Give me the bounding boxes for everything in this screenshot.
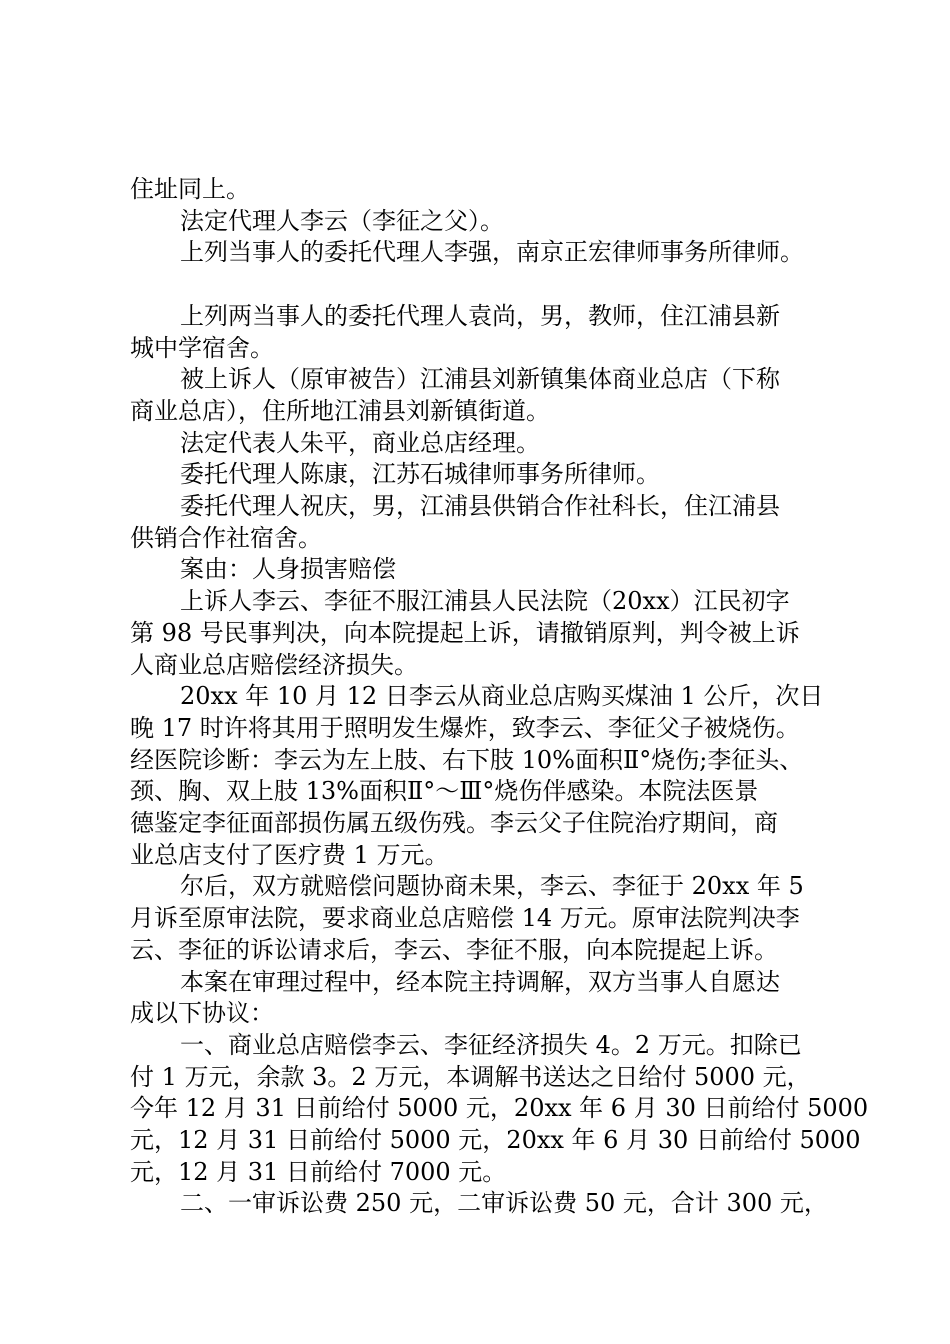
paragraph-line: 元，12 月 31 日前给付 7000 元。 — [130, 1157, 507, 1186]
paragraph-line: 云、李征的诉讼请求后，李云、李征不服，向本院提起上诉。 — [130, 935, 778, 964]
paragraph-line: 人商业总店赔偿经济损失。 — [130, 650, 418, 679]
paragraph-line: 业总店支付了医疗费 1 万元。 — [130, 840, 449, 869]
paragraph-line: 被上诉人（原审被告）江浦县刘新镇集体商业总店（下称 — [180, 365, 780, 394]
paragraph-line: 尔后，双方就赔偿问题协商未果，李云、李征于 20xx 年 5 — [180, 872, 804, 901]
paragraph-line: 上诉人李云、李征不服江浦县人民法院（20xx）江民初字 — [180, 587, 790, 616]
paragraph-line: 晚 17 时许将其用于照明发生爆炸，致李云、李征父子被烧伤。 — [130, 713, 800, 742]
paragraph-line: 上列两当事人的委托代理人袁尚，男，教师，住江浦县新 — [180, 301, 780, 330]
paragraph-line: 今年 12 月 31 日前给付 5000 元，20xx 年 6 月 30 日前给付 5000 — [130, 1094, 869, 1123]
paragraph-line: 第 98 号民事判决，向本院提起上诉，请撤销原判，判令被上诉 — [130, 618, 800, 647]
paragraph-line: 法定代表人朱平，商业总店经理。 — [180, 428, 540, 457]
paragraph-line: 城中学宿舍。 — [130, 333, 274, 362]
document-body — [130, 174, 869, 1220]
paragraph-line: 二、一审诉讼费 250 元，二审诉讼费 50 元，合计 300 元， — [180, 1189, 828, 1218]
paragraph-line: 住址同上。 — [130, 175, 250, 203]
paragraph-line: 20xx 年 10 月 12 日李云从商业总店购买煤油 1 公斤，次日 — [180, 682, 824, 711]
paragraph-line: 德鉴定李征面部损伤属五级伤残。李云父子住院治疗期间，商 — [130, 809, 778, 838]
paragraph-line: 案由：人身损害赔偿 — [180, 555, 396, 584]
paragraph-line: 一、商业总店赔偿李云、李征经济损失 4。2 万元。扣除已 — [180, 1030, 802, 1059]
paragraph-line: 供销合作社宿舍。 — [130, 523, 322, 552]
paragraph-line: 付 1 万元，余款 3。2 万元，本调解书送达之日给付 5000 元， — [130, 1062, 811, 1091]
paragraph-line: 商业总店），住所地江浦县刘新镇街道。 — [130, 396, 550, 425]
paragraph-line: 颈、胸、双上肢 13%面积Ⅱ°～Ⅲ°烧伤伴感染。本院法医景 — [130, 777, 759, 806]
paragraph-line: 元，12 月 31 日前给付 5000 元，20xx 年 6 月 30 日前给付 5000 — [130, 1126, 861, 1155]
paragraph-line: 本案在审理过程中，经本院主持调解，双方当事人自愿达 — [180, 967, 780, 996]
paragraph-gap — [130, 269, 835, 301]
paragraph-line: 经医院诊断：李云为左上肢、右下肢 10%面积Ⅱ°烧伤;李征头、 — [130, 745, 804, 774]
paragraph-line: 法定代理人李云（李征之父）。 — [180, 206, 504, 235]
paragraph-line: 委托代理人陈康，江苏石城律师事务所律师。 — [180, 460, 660, 489]
paragraph-line: 上列当事人的委托代理人李强，南京正宏律师事务所律师。 — [180, 238, 804, 267]
paragraph-line: 成以下协议： — [130, 999, 274, 1028]
paragraph-line: 委托代理人祝庆，男，江浦县供销合作社科长，住江浦县 — [180, 492, 780, 521]
paragraph-line: 月诉至原审法院，要求商业总店赔偿 14 万元。原审法院判决李 — [130, 904, 800, 933]
